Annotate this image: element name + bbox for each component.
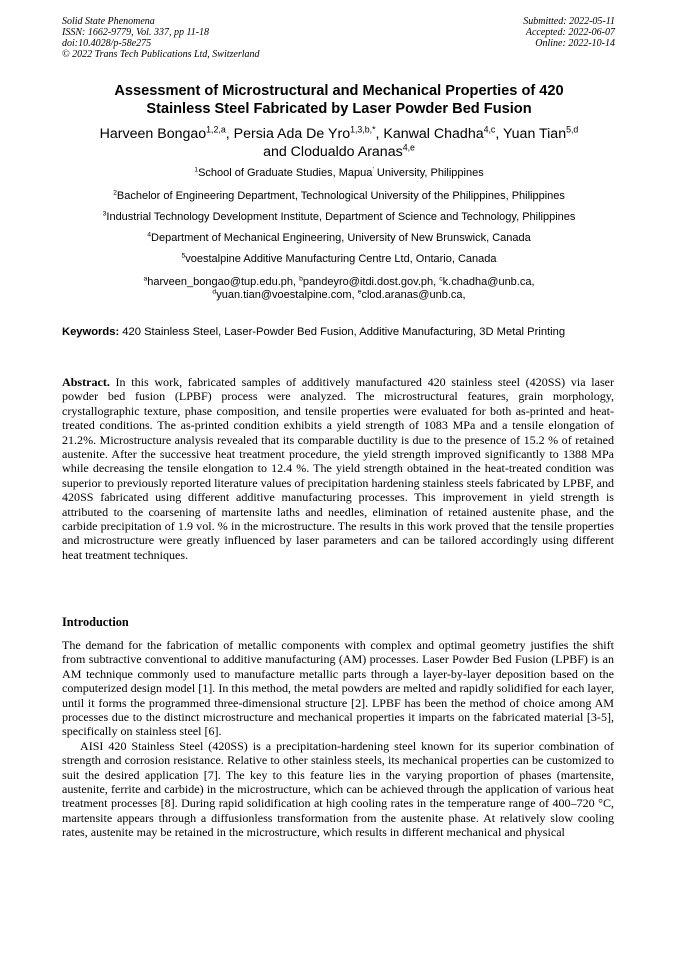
abstract-label: Abstract. <box>62 375 110 389</box>
abstract <box>62 375 614 562</box>
journal-name: Solid State Phenomena <box>62 16 155 27</box>
journal-header-left <box>62 16 260 60</box>
author-affiliation-sup: 4,c <box>483 124 496 135</box>
keywords-text: 420 Stainless Steel, Laser-Powder Bed Fusion, Additive Manufacturing, 3D Metal Printing <box>119 326 566 338</box>
author-affiliation-sup: 1,2,a <box>206 124 226 135</box>
affiliation-1: $^1$School of Graduate Studies, Mapua’ University, Philippines <box>194 166 484 179</box>
email-link[interactable]: k.chadha@unb.ca, <box>442 276 535 288</box>
author-separator: , <box>375 126 384 142</box>
author-affiliation-sup: 5,d <box>566 124 579 135</box>
affiliation-5: $^5$voestalpine Additive Manufacturing Centre Ltd, Ontario, Canada <box>181 252 497 265</box>
keywords <box>62 325 614 339</box>
paper-title <box>40 82 638 118</box>
author-name: Harveen Bongao <box>99 126 207 142</box>
author-name: Persia Ada De Yro <box>233 126 351 142</box>
title-line-1: Assessment of Microstructural and Mechanical Properties of 420 <box>114 83 564 99</box>
title-line-2: Stainless Steel Fabricated by Laser Powder Bed Fusion <box>146 101 532 117</box>
author-line-1 <box>40 125 638 143</box>
author-name: Kanwal Chadha <box>383 126 484 142</box>
author-list <box>40 125 638 161</box>
affiliation-4: $^4$Department of Mechanical Engineering, University of New Brunswick, Canada <box>147 231 531 244</box>
author-affiliation-sup: 1,3,b,* <box>350 124 376 135</box>
author-name: and Clodualdo Aranas <box>263 144 403 160</box>
introduction-body <box>62 638 614 840</box>
abstract-text: In this work, fabricated samples of additively manufactured 420 stainless steel (420SS) via laser powder bed fusion (LPBF) process were analyzed. The microstructural features, grain morphology, crystallographic texture, phase composition, and tensile properties were evaluated for both as-printed and heat-treated conditions. The as-printed condition exhibits a yield strength of 1083 MPa and a tensile elongation of 21.2%. Microstructure analysis revealed that its comparable ductility is due to the presence of 15.2 % of retained austenite. After the successive heat treatment procedure, the yield strength improved significantly to 1388 MPa while decreasing the tensile elongation to 12.4 %. The yield strength obtained in the heat-treated condition was superior to previously reported literature values of precipitation hardening stainless steels fabricated by LPBF, and 420SS fabricated using different additive manufacturing processes. This improvement in yield strength is attributed to the coarsening of martensite laths and needles, elimination of retained austenite phase, and the carbide precipitation of 1.9 vol. % in the microstructure. The results in this work proved that the tensile properties and microstructure were greatly influenced by laser parameters and can be tailored accordingly using different heat treatment techniques. <box>62 375 614 562</box>
email-link[interactable]: harveen_bongao@tup.edu.ph, <box>147 276 300 288</box>
email-link[interactable]: clod.aranas@unb.ca, <box>361 289 466 301</box>
journal-copyright: © 2022 Trans Tech Publications Ltd, Switzerland <box>62 49 260 60</box>
affiliation-2: $^2$Bachelor of Engineering Department, Technological University of the Philippines, Philippines <box>113 189 565 202</box>
author-affiliation-sup: 4,e <box>402 142 415 153</box>
journal-issn: ISSN: 1662-9779, Vol. 337, pp 11-18 <box>62 27 210 38</box>
journal-header-right <box>523 16 615 49</box>
journal-doi: doi:10.4028/p-58e275 <box>62 38 152 49</box>
email-line-1: $^a$harveen_bongao@tup.edu.ph, $^b$pandeyro@itdi.dost.gov.ph, $^c$k.chadha@unb.ca, <box>143 275 535 288</box>
section-heading-introduction: Introduction <box>62 615 129 629</box>
email-line-2: $^d$yuan.tian@voestalpine.com, $^e$clod.aranas@unb.ca, <box>212 288 466 301</box>
email-link[interactable]: pandeyro@itdi.dost.gov.ph, <box>302 276 440 288</box>
paragraph: The demand for the fabrication of metallic components with complex and optimal geometry justifies the shift from subtractive conventional to additive manufacturing (AM) processes. Laser Powder Bed Fusion (LPBF) is an AM technique commonly used to manufacture metallic parts through a layer-by-layer deposition based on the computerized design model [1]. In this method, the metal powders are melted and rapidly solidified for each layer, until it forms the programmed three-dimensional structure [2]. LPBF has been the method of choice among AM processes due to the distinct microstructure and mechanical properties it imparts on the fabricated material [3-5], specifically on stainless steel [6]. <box>62 638 614 739</box>
date-accepted: Accepted: 2022-06-07 <box>525 27 615 38</box>
keywords-label: Keywords: <box>62 326 120 338</box>
author-emails <box>40 276 638 302</box>
author-name: Yuan Tian <box>502 126 567 142</box>
affiliation-3: $^3$Industrial Technology Development Institute, Department of Science and Technology, Philippines <box>102 210 576 223</box>
date-submitted: Submitted: 2022-05-11 <box>523 16 615 27</box>
date-online: Online: 2022-10-14 <box>535 38 615 49</box>
paragraph: AISI 420 Stainless Steel (420SS) is a precipitation-hardening steel known for its superior combination of strength and corrosion resistance. Relative to other stainless steels, its mechanical properties can be customized to suit the desired application [7]. The key to this feature lies in the varying proportion of phases (martensite, austenite, ferrite and carbide) in the microstructure, which can be achieved through the application of various heat treatment processes [8]. During rapid solidification at high cooling rates in the temperature range of 400–720 °C, martensite appears through a diffusionless transformation from the austenite phase. At relatively slow cooling rates, austenite may be retained in the microstructure, which results in different mechanical and physical <box>62 738 614 840</box>
author-separator: , <box>495 126 503 142</box>
author-line-2 <box>40 143 638 161</box>
author-separator: , <box>225 126 234 142</box>
email-link[interactable]: yuan.tian@voestalpine.com, <box>216 289 358 301</box>
